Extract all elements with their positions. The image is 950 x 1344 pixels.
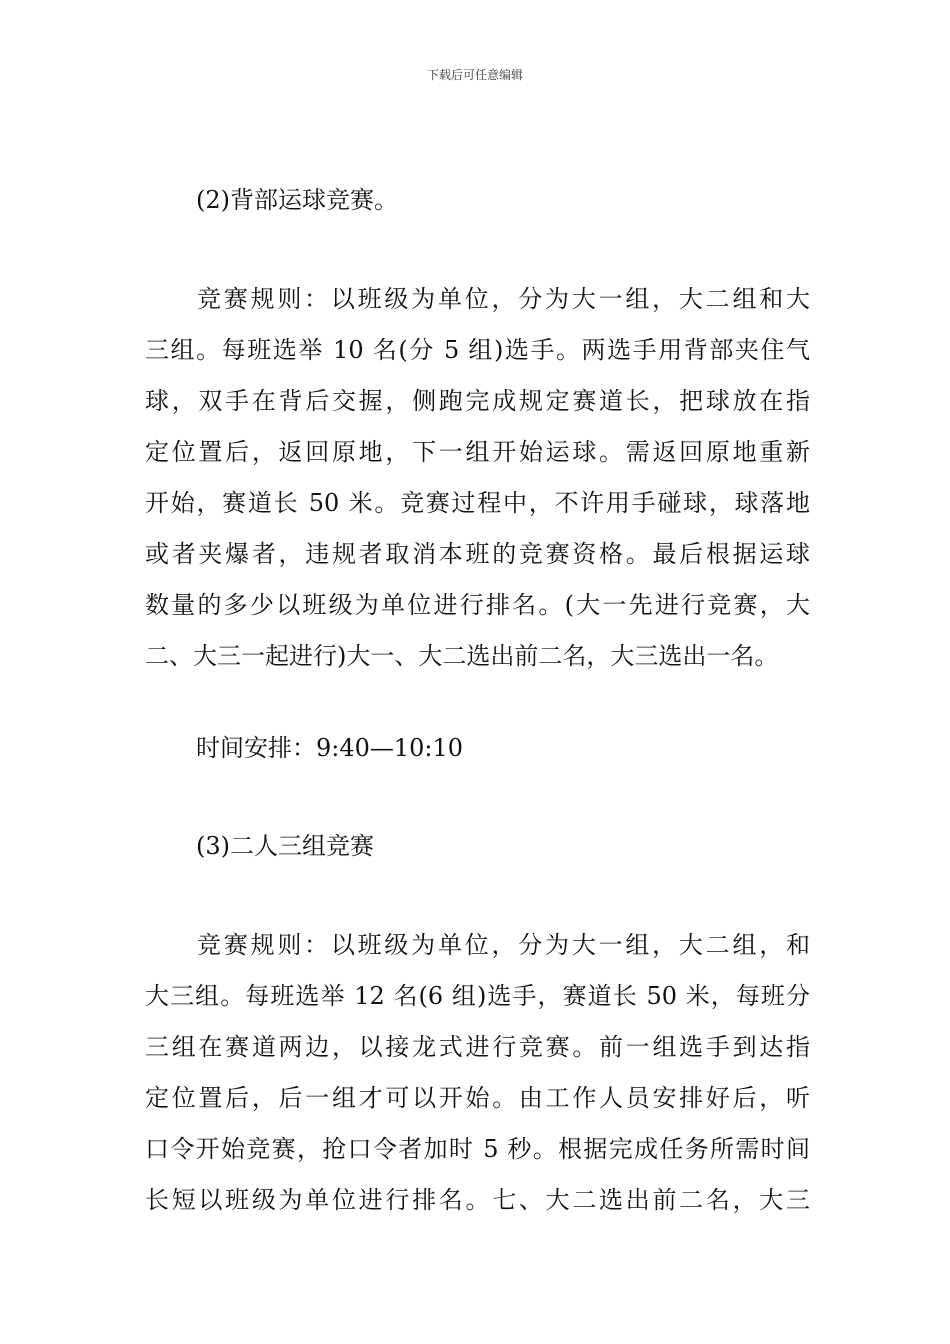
section-2-rules-line: 二、大三一起进行)大一、大二选出前二名，大三选出一名。 xyxy=(145,642,779,670)
section-3-rules-line: 定位置后，后一组才可以开始。由工作人员安排好后，听 xyxy=(145,1084,810,1112)
section-3-rules-line: 三组在赛道两边，以接龙式进行竞赛。前一组选手到达指 xyxy=(145,1033,810,1061)
section-3-rules-line: 竞赛规则：以班级为单位，分为大一组，大二组，和 xyxy=(197,931,810,959)
section-2-rules-line: 数量的多少以班级为单位进行排名。(大一先进行竞赛，大 xyxy=(145,591,810,619)
section-3-rules xyxy=(145,920,810,1226)
section-3-rules-line: 长短以班级为单位进行排名。七、大二选出前二名，大三 xyxy=(145,1186,810,1214)
section-2-rules-line: 球，双手在背后交握，侧跑完成规定赛道长，把球放在指 xyxy=(145,387,810,415)
section-3-heading: (3)二人三组竞赛 xyxy=(196,832,374,860)
section-3-rules-line: 大三组。每班选举 12 名(6 组)选手，赛道长 50 米，每班分 xyxy=(145,982,810,1010)
section-2-rules-line: 三组。每班选举 10 名(分 5 组)选手。两选手用背部夹住气 xyxy=(145,336,810,364)
section-2-rules-line: 开始，赛道长 50 米。竞赛过程中，不许用手碰球，球落地 xyxy=(145,489,810,517)
section-2-rules-line: 定位置后，返回原地，下一组开始运球。需返回原地重新 xyxy=(145,438,810,466)
section-3-rules-line: 口令开始竞赛，抢口令者加时 5 秒。根据完成任务所需时间 xyxy=(145,1135,810,1163)
section-2-rules-line: 竞赛规则：以班级为单位，分为大一组，大二组和大 xyxy=(197,285,810,313)
page-header-note: 下载后可任意编辑 xyxy=(426,68,523,82)
section-2-rules-line: 或者夹爆者，违规者取消本班的竞赛资格。最后根据运球 xyxy=(145,540,810,568)
section-2-rules xyxy=(145,274,810,682)
section-2-time: 时间安排：9:40—10:10 xyxy=(196,734,464,762)
section-2-heading: (2)背部运球竞赛。 xyxy=(196,186,398,214)
